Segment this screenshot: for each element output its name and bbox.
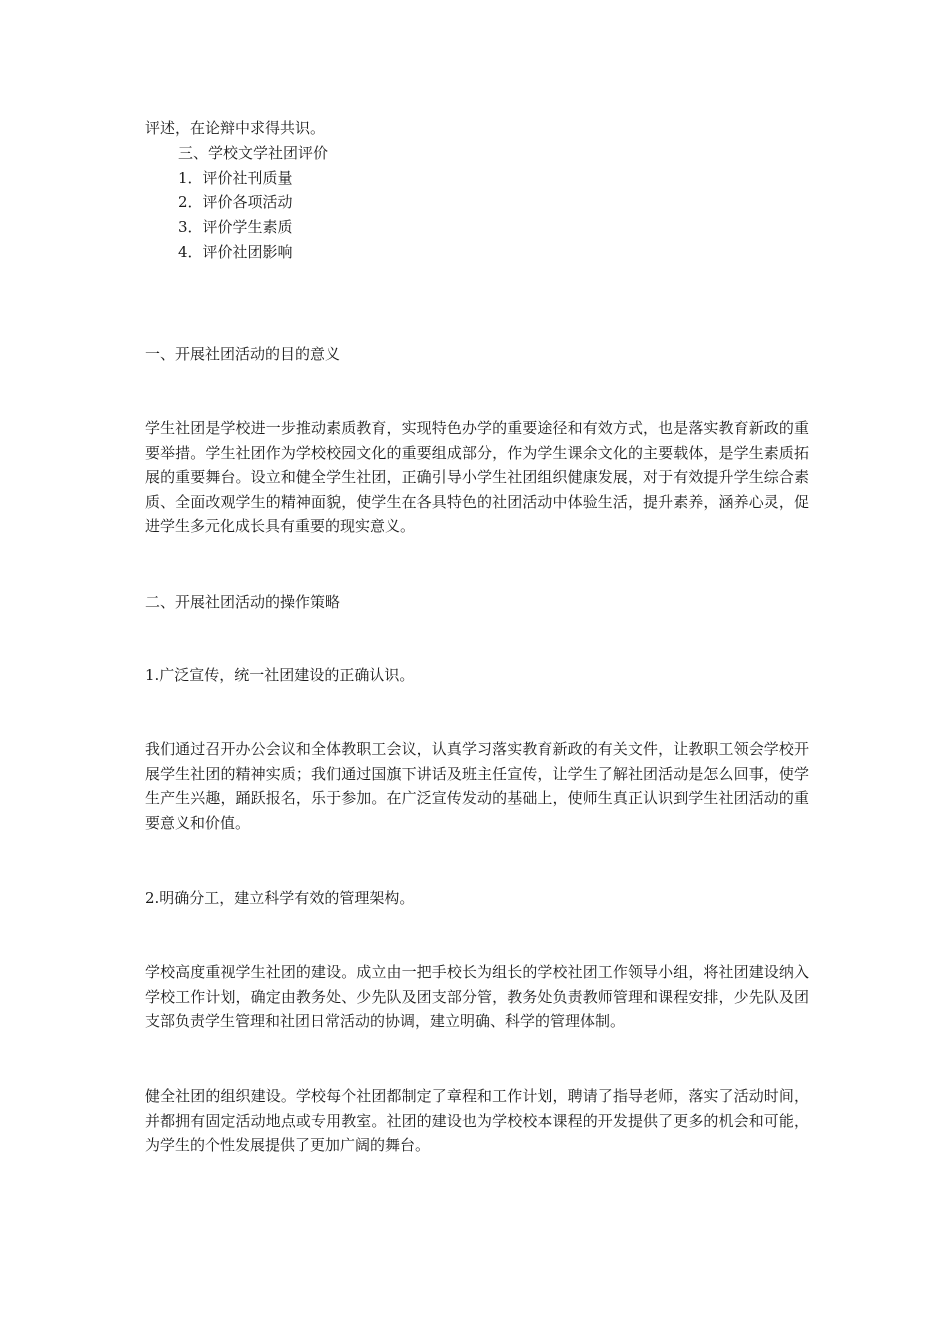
section3-item: 1．评价社刊质量 — [178, 169, 293, 187]
paragraph-publicity: 我们通过召开办公会议和全体教职工会议，认真学习落实教育新政的有关文件，让教职工领会学校开展学生社团的精神实质；我们通过国旗下讲话及班主任宣传，让学生了解社团活动是怎么回事，使学生产生兴趣，踊跃报名，乐于参加。在广泛宣传发动的基础上，使师生真正认识到学生社团活动的重要意义和价值。 — [145, 740, 809, 832]
heading-purpose: 一、开展社团活动的目的意义 — [145, 345, 341, 363]
section3-title: 三、学校文学社团评价 — [178, 144, 329, 162]
paragraph-purpose: 学生社团是学校进一步推动素质教育，实现特色办学的重要途径和有效方式，也是落实教育新政的重要举措。学生社团作为学校校园文化的重要组成部分，作为学生课余文化的主要载体，是学生素质拓展的重要舞台。设立和健全学生社团，正确引导小学生社团组织健康发展，对于有效提升学生综合素质、全面改观学生的精神面貌，使学生在各具特色的社团活动中体验生活，提升素养，涵养心灵，促进学生多元化成长具有重要的现实意义。 — [145, 419, 809, 535]
paragraph-organization: 健全社团的组织建设。学校每个社团都制定了章程和工作计划，聘请了指导老师，落实了活动时间，并都拥有固定活动地点或专用教室。社团的建设也为学校校本课程的开发提供了更多的机会和可能，为学生的个性发展提供了更加广阔的舞台。 — [145, 1087, 809, 1154]
intro-line: 评述，在论辩中求得共识。 — [145, 119, 326, 137]
paragraph-management: 学校高度重视学生社团的建设。成立由一把手校长为组长的学校社团工作领导小组，将社团建设纳入学校工作计划，确定由教务处、少先队及团支部分管，教务处负责教师管理和课程安排，少先队及团支部负责学生管理和社团日常活动的协调，建立明确、科学的管理体制。 — [145, 963, 809, 1030]
section3-item: 4．评价社团影响 — [178, 243, 293, 261]
subheading-publicity: 1.广泛宣传，统一社团建设的正确认识。 — [145, 666, 415, 684]
section3-item: 2．评价各项活动 — [178, 193, 293, 211]
subheading-management: 2.明确分工，建立科学有效的管理架构。 — [145, 889, 415, 907]
section3-item: 3．评价学生素质 — [178, 218, 293, 236]
heading-strategy: 二、开展社团活动的操作策略 — [145, 593, 341, 611]
